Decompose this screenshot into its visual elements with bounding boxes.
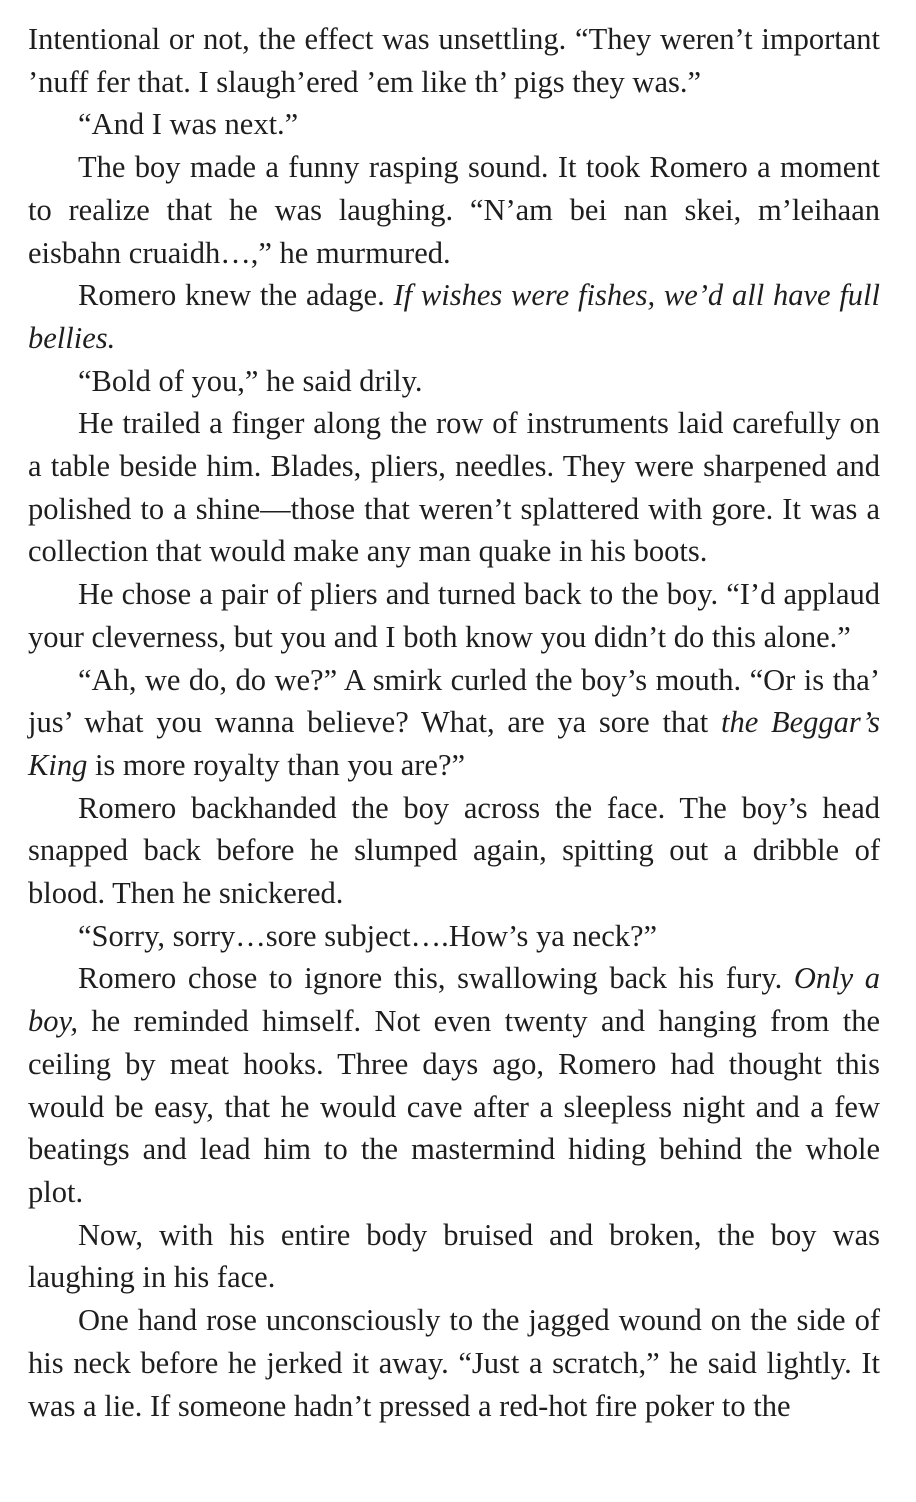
paragraph <box>28 360 880 403</box>
paragraph <box>28 402 880 573</box>
text-run: He trailed a finger along the row of instruments laid carefully on a table beside him. Blades, pliers, needles. They were sharpened and polished to a shine—those that weren’t splattered with gore. It was a collection that would make any man quake in his boots. <box>28 406 880 569</box>
paragraph <box>28 103 880 146</box>
paragraph <box>28 1214 880 1299</box>
text-run: “Ah, we do, do we?” A smirk curled the boy’s mouth. “Or is tha’ jus’ what you wanna believe? What, are ya sore that <box>28 662 880 740</box>
text-run: is more royalty than you are?” <box>87 747 466 782</box>
book-page <box>28 18 880 1427</box>
text-run: The boy made a funny rasping sound. It took Romero a moment to realize that he was laughing. “N’am bei nan skei, m’leihaan eisbahn cruaidh…,” he murmured. <box>28 150 880 270</box>
text-run: Intentional or not, the effect was unsettling. “They weren’t important ’nuff fer that. I slaugh’ered ’em like th’ pigs they was.” <box>28 22 880 99</box>
paragraph <box>28 573 880 658</box>
text-run: Now, with his entire body bruised and broken, the boy was laughing in his face. <box>28 1217 880 1295</box>
text-run: he reminded himself. Not even twenty and hanging from the ceiling by meat hooks. Three days ago, Romero had thought this would be easy, that he would cave after a sleepless night and a few beatings and lead him to the mastermind hiding behind the whole plot. <box>28 1004 880 1209</box>
text-run: Romero backhanded the boy across the face. The boy’s head snapped back before he slumped again, spitting out a dribble of blood. Then he snickered. <box>28 790 880 911</box>
paragraph <box>28 787 880 915</box>
paragraph <box>28 274 880 359</box>
text-run: Romero knew the adage. <box>78 278 394 313</box>
italic-text: Only a boy, <box>28 961 880 1039</box>
paragraph <box>28 957 880 1213</box>
italic-text: If wishes were fishes, we’d all have full bellies. <box>28 278 880 355</box>
text-run: “And I was next.” <box>78 107 299 142</box>
paragraph <box>28 659 880 787</box>
text-run: Romero chose to ignore this, swallowing back his fury. <box>78 961 794 996</box>
text-run: One hand rose unconsciously to the jagged wound on the side of his neck before he jerked it away. “Just a scratch,” he said lightly. It was a lie. If someone hadn’t pressed a red-hot fire poker to the <box>28 1303 880 1423</box>
paragraph <box>28 915 880 958</box>
paragraph <box>28 18 880 103</box>
text-run: “Bold of you,” he said drily. <box>78 363 423 398</box>
paragraph <box>28 146 880 274</box>
paragraph <box>28 1299 880 1427</box>
text-run: He chose a pair of pliers and turned back to the boy. “I’d applaud your cleverness, but you and I both know you didn’t do this alone.” <box>28 577 880 654</box>
text-run: “Sorry, sorry…sore subject….How’s ya neck?” <box>78 918 658 953</box>
italic-text: the Beggar’s King <box>28 705 880 782</box>
